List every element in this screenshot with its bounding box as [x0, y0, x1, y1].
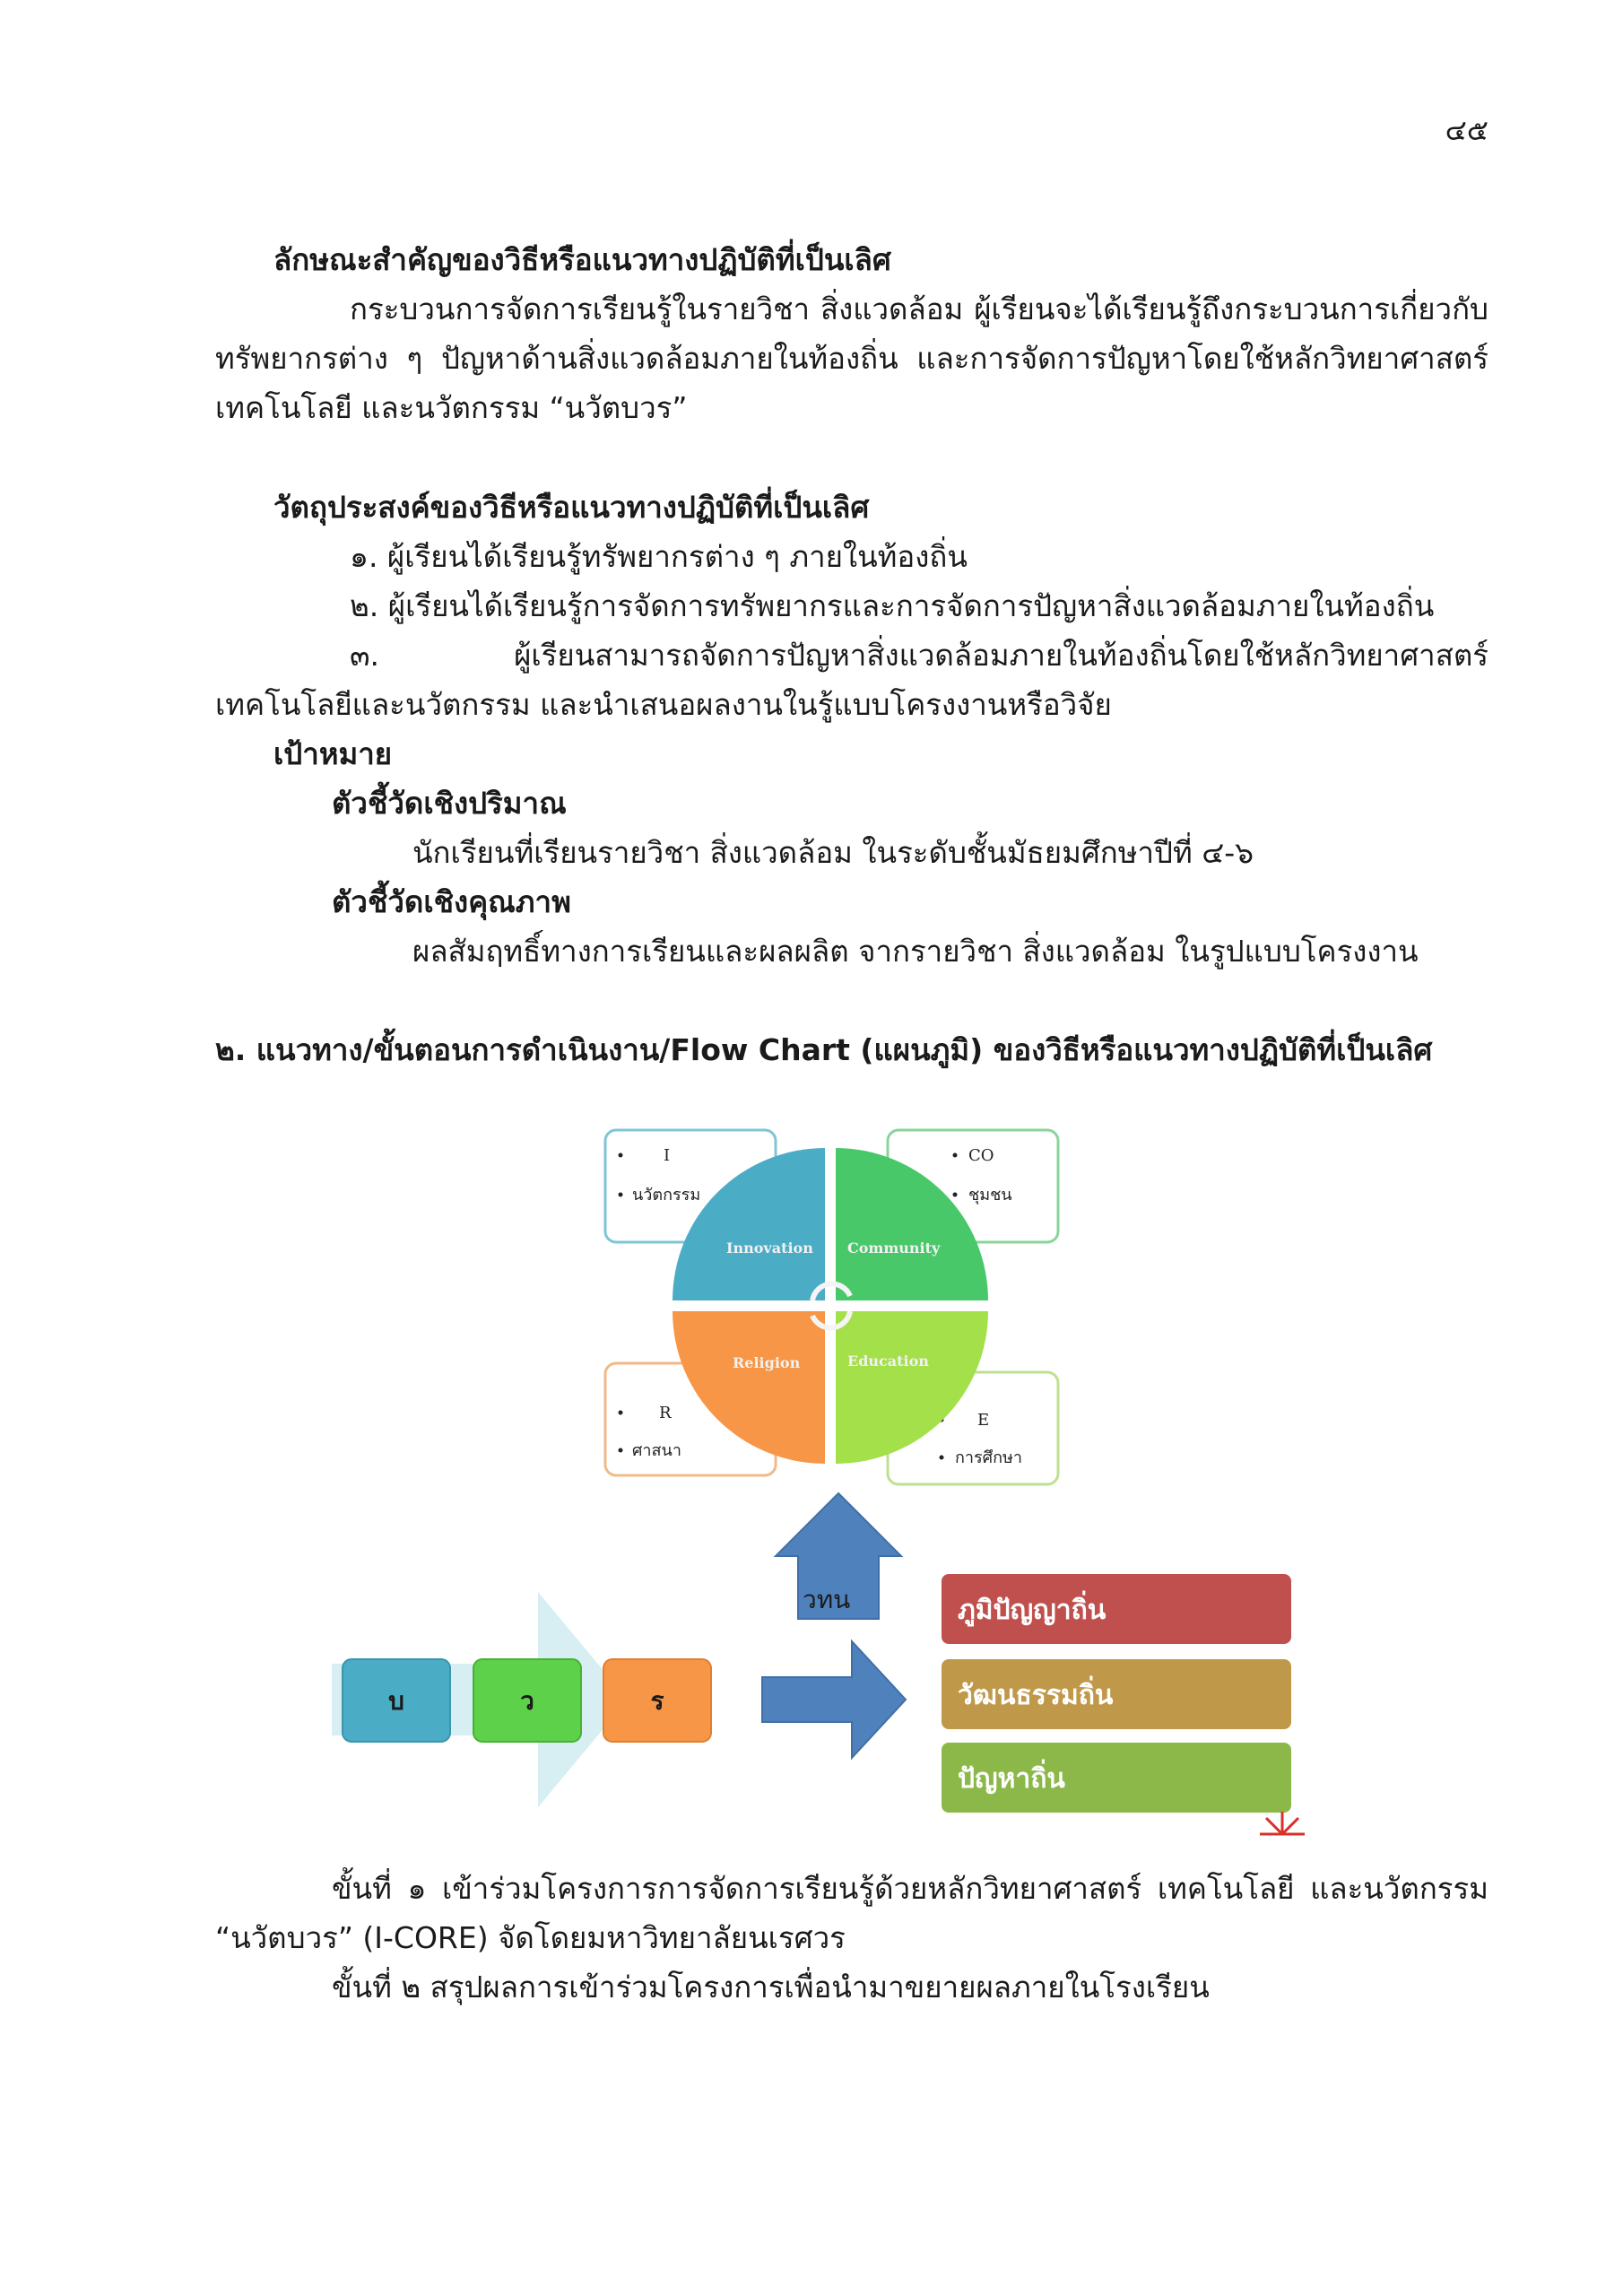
- objective-item-3: ๓. ผู้เรียนสามารถจัดการปัญหาสิ่งแวดล้อมภายในท้องถิ่นโดยใช้หลักวิทยาศาสตร์ เทคโนโลยีและนวัตกรรม และนำเสนอผลงานในรู้แบบโครงงานหรือวิจัย: [215, 638, 1488, 722]
- box-bl-line-1: R: [659, 1404, 672, 1422]
- box-tr-line-2: ชุมชน: [968, 1186, 1012, 1205]
- cycle-icon: [812, 1284, 850, 1328]
- objectives-heading: วัตถุประสงค์ของวิธีหรือแนวทางปฏิบัติที่เป็นเลิศ: [273, 490, 870, 525]
- box-br-line-2: การศึกษา: [955, 1448, 1022, 1467]
- flow-heading: ๒. แนวทาง/ขั้นตอนการดำเนินงาน/Flow Chart (แผนภูมิ) ของวิธีหรือแนวทางปฏิบัติที่เป็นเลิศ: [215, 1032, 1433, 1067]
- step-1: ขั้นที่ ๑ เข้าร่วมโครงการการจัดการเรียนรู้ด้วยหลักวิทยาศาสตร์ เทคโนโลยี และนวัตกรรม “นวัตบวร” (I-CORE) จัดโดยมหาวิทยาลัยนเรศวร: [215, 1871, 1488, 1955]
- step-2: ขั้นที่ ๒ สรุปผลการเข้าร่วมโครงการเพื่อนำมาขยายผลภายในโรงเรียน: [332, 1970, 1210, 2005]
- box-tr-line-1: CO: [968, 1146, 994, 1165]
- box-bl-line-2: ศาสนา: [632, 1441, 681, 1460]
- quantitative-heading: ตัวชี้วัดเชิงปริมาณ: [332, 786, 567, 821]
- key-features-paragraph: กระบวนการจัดการเรียนรู้ในรายวิชา สิ่งแวดล้อม ผู้เรียนจะได้เรียนรู้ถึงกระบวนการเกี่ยวกับทรัพยากรต่าง ๆ ปัญหาด้านสิ่งแวดล้อมภายในท้องถิ่น และการจัดการปัญหาโดยใช้หลักวิทยาศาสตร์ เทคโนโลยี และนวัตกรรม “นวัตบวร”: [215, 291, 1488, 425]
- box-tl-line-2: นวัตกรรม: [632, 1186, 701, 1205]
- right-box-3-label: ปัญหาถิ่น: [958, 1763, 1065, 1795]
- goals-heading: เป้าหมาย: [273, 736, 393, 771]
- up-arrow-label: วทน: [803, 1585, 851, 1614]
- quantitative-text: นักเรียนที่เรียนรายวิชา สิ่งแวดล้อม ในระดับชั้นมัธยมศึกษาปีที่ ๔-๖: [412, 835, 1254, 870]
- right-box-1-label: ภูมิปัญญาถิ่น: [958, 1595, 1107, 1626]
- quadrant-label-education: Education: [847, 1352, 929, 1370]
- icore-flow-diagram: [332, 1126, 1327, 1843]
- quadrant-label-innovation: Innovation: [726, 1239, 813, 1257]
- quadrant-label-community: Community: [847, 1239, 941, 1257]
- box-br-line-1: E: [977, 1411, 990, 1430]
- bwr-letter-2: ว: [520, 1686, 534, 1716]
- right-box-2-label: วัฒนธรรมถิ่น: [958, 1680, 1114, 1711]
- quadrant-label-religion: Religion: [733, 1354, 801, 1371]
- objective-item-2: ๒. ผู้เรียนได้เรียนรู้การจัดการทรัพยากรและการจัดการปัญหาสิ่งแวดล้อมภายในท้องถิ่น: [350, 588, 1435, 623]
- qualitative-text: ผลสัมฤทธิ์ทางการเรียนและผลผลิต จากรายวิชา สิ่งแวดล้อม ในรูปแบบโครงงาน: [412, 934, 1419, 969]
- qualitative-heading: ตัวชี้วัดเชิงคุณภาพ: [332, 884, 571, 919]
- bwr-letter-1: บ: [388, 1686, 404, 1716]
- sun-logo-icon: [1260, 1812, 1305, 1834]
- box-tl-line-1: I: [664, 1146, 671, 1165]
- key-features-heading: ลักษณะสำคัญของวิธีหรือแนวทางปฏิบัติที่เป็นเลิศ: [273, 242, 891, 277]
- page-number: ๔๕: [1445, 113, 1488, 147]
- right-arrow-icon: [762, 1641, 906, 1758]
- bwr-letter-3: ร: [650, 1686, 664, 1716]
- objective-item-1: ๑. ผู้เรียนได้เรียนรู้ทรัพยากรต่าง ๆ ภายในท้องถิ่น: [350, 539, 968, 574]
